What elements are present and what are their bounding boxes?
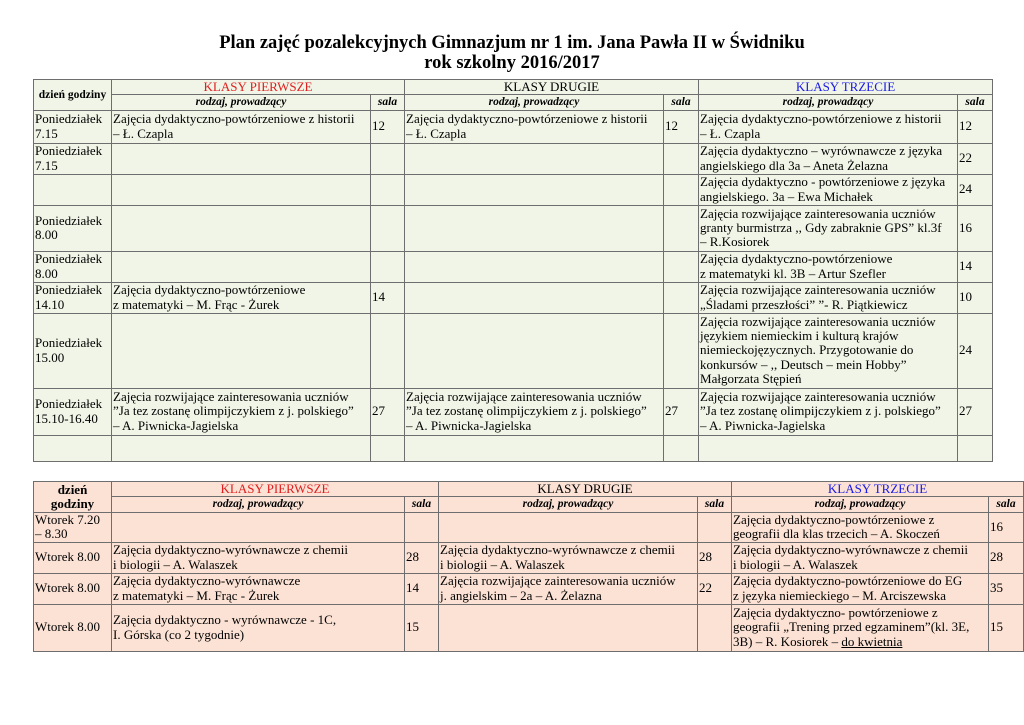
cell-line: angielskiego. 3a – Ewa Michałek [700,188,873,204]
subheader-sala: sala [958,95,993,110]
room-number: 16 [989,512,1024,542]
cell-line: – Ł. Czapla [700,125,761,141]
cell-line: Zajęcia dydaktyczno-powtórzeniowe [113,282,306,298]
table-row [34,573,1024,604]
activity-klasy-drugie [405,435,664,461]
cell-line: – 8.30 [35,526,68,542]
activity-klasy-trzecie [732,604,989,651]
cell-line: 8.00 [35,227,58,243]
cell-line: Zajęcia rozwijające zainteresowania uczniów [700,282,936,298]
cell-line: 7.15 [35,125,58,141]
subheader-sala: sala [989,497,1024,512]
cell-line: Poniedziałek [35,282,103,298]
table-row [34,313,993,388]
cell-line: 15.00 [35,349,65,365]
room-number [371,435,405,461]
cell-line: Wtorek 8.00 [35,580,100,596]
cell-line: – A. Piwnicka-Jagielska [113,417,239,433]
header-klasy-pierwsze: KLASY PIERWSZE [112,80,405,95]
cell-line: Zajęcia dydaktyczno-powtórzeniowe z [733,512,935,527]
activity-klasy-drugie [405,282,664,313]
activity-klasy-drugie [439,604,698,651]
activity-klasy-trzecie [699,435,958,461]
room-number [371,143,405,174]
cell-line: i biologii – A. Walaszek [733,556,858,572]
cell-line: Zajęcia dydaktyczno- powtórzeniowe z [733,605,938,621]
cell-line: Zajęcia dydaktyczno-wyrównawcze z chemii [733,542,968,558]
cell-line: Zajęcia dydaktyczno-wyrównawcze z chemii [440,542,675,558]
cell-line: Zajęcia dydaktyczno - powtórzeniowe z języka [700,174,946,190]
room-number [664,205,699,251]
room-number [664,313,699,388]
room-number [664,435,699,461]
subheader-sala: sala [405,497,439,512]
cell-line: Wtorek 7.20 [35,512,100,527]
cell-line: Zajęcia dydaktyczno – wyrównawcze z języka [700,143,943,159]
room-number: 24 [958,174,993,205]
day-time-cell [34,388,112,435]
subheader-rodzaj: rodzaj, prowadzący [732,497,989,512]
activity-klasy-drugie [405,251,664,282]
room-number [371,313,405,388]
schedule-table-monday [33,79,993,462]
room-number [371,205,405,251]
day-time-cell [34,282,112,313]
cell-line: Zajęcia rozwijające zainteresowania uczniów [406,389,642,405]
activity-klasy-pierwsze [112,251,371,282]
activity-klasy-trzecie [699,143,958,174]
cell-line: ”Ja tez zostanę olimpijczykiem z j. polskiego” [113,403,354,419]
activity-klasy-pierwsze [112,435,371,461]
subheader-sala: sala [698,497,732,512]
room-number: 22 [698,573,732,604]
activity-klasy-trzecie [699,251,958,282]
cell-line: Poniedziałek [35,251,103,267]
activity-klasy-pierwsze [112,542,405,573]
cell-line: 3B) – R. Kosiorek – do kwietnia [733,633,903,649]
cell-line: – Ł. Czapla [113,125,174,141]
activity-klasy-pierwsze [112,604,405,651]
table-row [34,251,993,282]
table-row [34,435,993,461]
room-number [698,512,732,542]
cell-line: – A. Piwnicka-Jagielska [406,417,532,433]
page-title: Plan zajęć pozalekcyjnych Gimnazjum nr 1 im. Jana Pawła II w Świdniku [219,33,805,53]
activity-klasy-pierwsze [112,313,371,388]
schedule-table-tuesday [33,481,1024,652]
cell-line: Zajęcia dydaktyczno-powtórzeniowe z historii [406,111,648,127]
cell-line: Małgorzata Stępień [700,371,802,387]
activity-klasy-pierwsze [112,143,371,174]
cell-line: Zajęcia dydaktyczno - wyrównawcze - 1C, [113,612,337,628]
cell-line: 15.10-16.40 [35,410,98,426]
cell-line: niemieckojęzycznych. Przygotowanie do [700,342,914,358]
table-row [34,174,993,205]
room-number [405,512,439,542]
room-number [664,282,699,313]
activity-klasy-trzecie [699,205,958,251]
room-number: 28 [698,542,732,573]
activity-klasy-pierwsze [112,512,405,542]
underlined-note: do kwietnia [841,633,903,649]
cell-line: z matematyki – M. Frąc - Żurek [113,296,280,312]
cell-line: i biologii – A. Walaszek [440,556,565,572]
table-row [34,512,1024,542]
day-time-cell [34,313,112,388]
cell-line: z języka niemieckiego – M. Arciszewska [733,587,946,603]
cell-line: Zajęcia dydaktyczno-wyrównawcze z chemii [113,542,348,558]
header-klasy-trzecie: KLASY TRZECIE [699,80,993,95]
cell-line: językiem niemieckim i kulturą krajów [700,328,899,344]
cell-line: Zajęcia dydaktyczno-powtórzeniowe [700,251,893,267]
table-row [34,205,993,251]
activity-klasy-trzecie [699,388,958,435]
subheader-rodzaj: rodzaj, prowadzący [405,95,664,110]
room-number: 12 [664,110,699,143]
room-number: 10 [958,282,993,313]
room-number [958,435,993,461]
room-number [698,604,732,651]
cell-line: – A. Piwnicka-Jagielska [700,417,826,433]
room-number: 12 [958,110,993,143]
day-time-cell [34,251,112,282]
room-number [371,174,405,205]
hours-header-line: godziny [50,495,95,511]
header-klasy-drugie: KLASY DRUGIE [439,482,732,497]
activity-klasy-drugie [405,174,664,205]
room-number: 22 [958,143,993,174]
cell-line: geografii dla klas trzecich – A. Skoczeń [733,526,940,542]
day-time-cell [34,143,112,174]
cell-line: Zajęcia dydaktyczno-wyrównawcze [113,573,301,589]
room-number: 27 [958,388,993,435]
activity-klasy-drugie [439,512,698,542]
room-number [664,174,699,205]
cell-line: – Ł. Czapla [406,125,467,141]
table-row [34,143,993,174]
day-time-cell [34,174,112,205]
cell-line: 8.00 [35,265,58,281]
activity-klasy-trzecie [732,512,989,542]
room-number [664,251,699,282]
activity-klasy-pierwsze [112,282,371,313]
cell-line: „Śladami przeszłości” ”- R. Piątkiewicz [700,296,908,312]
cell-line: granty burmistrza ,, Gdy zabraknie GPS” kl.3f [700,219,942,235]
cell-line: Zajęcia rozwijające zainteresowania uczniów [700,205,936,221]
room-number: 15 [989,604,1024,651]
cell-line: Poniedziałek [35,212,103,228]
room-number: 27 [371,388,405,435]
cell-line: konkursów – ,, Deutsch – mein Hobby” [700,356,907,372]
subheader-rodzaj: rodzaj, prowadzący [699,95,958,110]
subheader-rodzaj: rodzaj, prowadzący [112,497,405,512]
activity-klasy-pierwsze [112,573,405,604]
cell-line: Zajęcia dydaktyczno-powtórzeniowe do EG [733,573,963,589]
activity-klasy-pierwsze [112,205,371,251]
table-row [34,110,993,143]
cell-line: Zajęcia rozwijające zainteresowania uczniów [113,389,349,405]
activity-klasy-pierwsze [112,110,371,143]
cell-line: 14.10 [35,296,65,312]
activity-klasy-drugie [439,573,698,604]
activity-klasy-trzecie [699,313,958,388]
activity-klasy-pierwsze [112,174,371,205]
day-header-line: dzień [57,481,88,497]
day-time-cell [34,542,112,573]
activity-klasy-trzecie [732,573,989,604]
activity-klasy-drugie [405,143,664,174]
activity-klasy-drugie [405,205,664,251]
cell-line: Zajęcia rozwijające zainteresowania uczniów [440,573,676,589]
cell-line: Wtorek 8.00 [35,619,100,635]
cell-line: Wtorek 8.00 [35,549,100,565]
cell-line: I. Górska (co 2 tygodnie) [113,626,245,642]
activity-klasy-trzecie [699,282,958,313]
day-hours-header: dzień godziny [34,80,112,111]
room-number: 14 [958,251,993,282]
room-number: 12 [371,110,405,143]
day-time-cell [34,205,112,251]
header-klasy-pierwsze: KLASY PIERWSZE [112,482,439,497]
cell-line: ”Ja tez zostanę olimpijczykiem z j. polskiego” [700,403,941,419]
cell-line: i biologii – A. Walaszek [113,556,238,572]
cell-line: Poniedziałek [35,396,103,412]
day-time-cell [34,573,112,604]
table-row [34,604,1024,651]
cell-line: 7.15 [35,157,58,173]
cell-line: Poniedziałek [35,335,103,351]
activity-klasy-trzecie [699,110,958,143]
header-klasy-drugie: KLASY DRUGIE [405,80,699,95]
day-time-cell [34,110,112,143]
cell-line: z matematyki – M. Frąc - Żurek [113,587,280,603]
cell-line: z matematyki kl. 3B – Artur Szefler [700,265,886,281]
room-number: 16 [958,205,993,251]
subheader-rodzaj: rodzaj, prowadzący [439,497,698,512]
cell-line: ”Ja tez zostanę olimpijczykiem z j. polskiego” [406,403,647,419]
table-row [34,282,993,313]
subheader-sala: sala [664,95,699,110]
activity-klasy-trzecie [699,174,958,205]
cell-line: Zajęcia rozwijające zainteresowania uczniów [700,389,936,405]
room-number: 24 [958,313,993,388]
room-number: 27 [664,388,699,435]
activity-klasy-drugie [439,542,698,573]
room-number: 15 [405,604,439,651]
subheader-sala: sala [371,95,405,110]
activity-klasy-pierwsze [112,388,371,435]
cell-line: Zajęcia dydaktyczno-powtórzeniowe z historii [113,111,355,127]
cell-line: Poniedziałek [35,143,103,159]
room-number: 28 [989,542,1024,573]
subheader-rodzaj: rodzaj, prowadzący [112,95,371,110]
room-number: 14 [371,282,405,313]
room-number: 28 [405,542,439,573]
room-number: 14 [405,573,439,604]
cell-line: j. angielskim – 2a – A. Żelazna [440,587,602,603]
cell-line: Zajęcia rozwijające zainteresowania uczniów [700,313,936,329]
cell-line: geografii „Trening przed egzaminem”(kl. 3E, [733,619,970,635]
day-hours-header [34,482,112,513]
activity-klasy-drugie [405,388,664,435]
cell-line: Poniedziałek [35,111,103,127]
activity-klasy-trzecie [732,542,989,573]
day-time-cell [34,604,112,651]
activity-klasy-drugie [405,110,664,143]
room-number [664,143,699,174]
day-time-cell [34,435,112,461]
table-row [34,542,1024,573]
day-time-cell [34,512,112,542]
page-subtitle: rok szkolny 2016/2017 [424,53,600,73]
cell-line: Zajęcia dydaktyczno-powtórzeniowe z historii [700,111,942,127]
activity-klasy-drugie [405,313,664,388]
cell-line: – R.Kosiorek [700,234,770,250]
cell-line: angielskiego dla 3a – Aneta Żelazna [700,157,889,173]
table-row [34,388,993,435]
header-klasy-trzecie: KLASY TRZECIE [732,482,1024,497]
room-number [371,251,405,282]
room-number: 35 [989,573,1024,604]
